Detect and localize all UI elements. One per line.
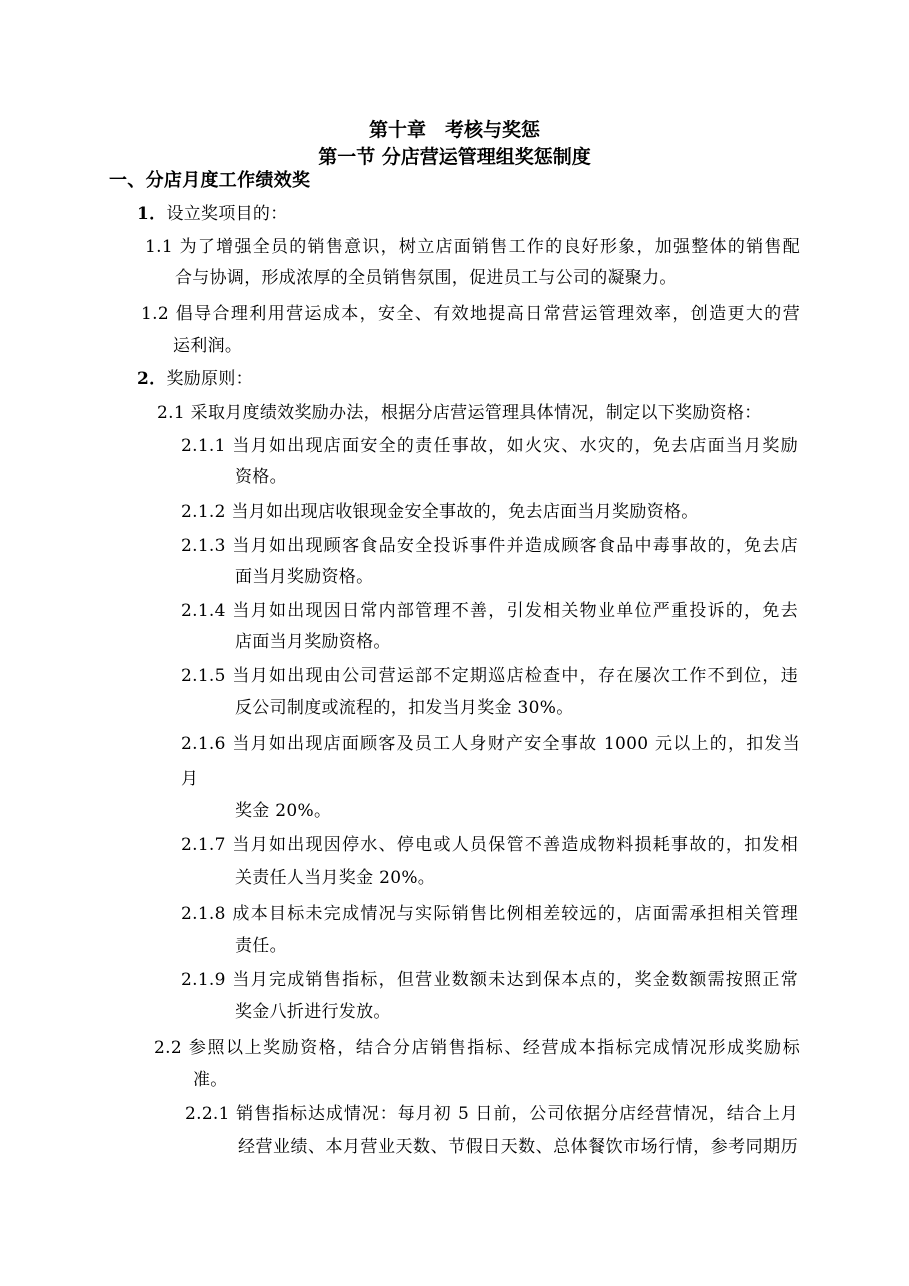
item-2-1-8-line-1: 2.1.8 成本目标未完成情况与实际销售比例相差较远的，店面需承担相关管理 (181, 904, 798, 924)
item-2-1-4-line-1: 2.1.4 当月如出现因日常内部管理不善，引发相关物业单位严重投诉的，免去 (181, 601, 798, 621)
item-1 (137, 203, 288, 225)
item-2-1-7-line-2: 关责任人当月奖金 20%。 (235, 868, 436, 888)
item-2-1-1-line-1: 2.1.1 当月如出现店面安全的责任事故，如火灾、水灾的，免去店面当月奖励 (181, 436, 798, 456)
item-2-1-8-line-2: 责任。 (235, 936, 287, 956)
item-2-1-3-line-2: 面当月奖励资格。 (235, 567, 374, 587)
item-2-1-1-line-2: 资格。 (235, 467, 287, 487)
item-2-2-line-1: 2.2 参照以上奖励资格，结合分店销售指标、经营成本指标完成情况形成奖励标 (154, 1038, 800, 1058)
item-2-2-1-line-2: 经营业绩、本月营业天数、节假日天数、总体餐饮市场行情，参考同期历 (238, 1137, 798, 1157)
item-2-1-6-line-3: 奖金 20%。 (235, 801, 332, 821)
item-2-1-5-line-1: 2.1.5 当月如出现由公司营运部不定期巡店检查中，存在屡次工作不到位，违 (181, 666, 798, 686)
item-1-text: 设立奖项目的： (166, 204, 288, 224)
item-2-2-1-line-1: 2.2.1 销售指标达成情况：每月初 5 日前，公司依据分店经营情况，结合上月 (185, 1104, 798, 1124)
chapter-title: 第十章 考核与奖惩 (368, 119, 540, 141)
item-2-1-9-line-2: 奖金八折进行发放。 (235, 1002, 391, 1022)
item-2-text: 奖励原则： (166, 369, 253, 389)
item-2-number: 2． (137, 369, 167, 389)
item-1-1-line-1: 1.1 为了增强全员的销售意识，树立店面销售工作的良好形象，加强整体的销售配 (145, 237, 800, 257)
item-2-1-3-line-1: 2.1.3 当月如出现顾客食品安全投诉事件并造成顾客食品中毒事故的，免去店 (181, 536, 798, 556)
item-2-1-6-line-2: 月 (181, 769, 199, 789)
item-2-1-line-1: 2.1 采取月度绩效奖励办法，根据分店营运管理具体情况，制定以下奖励资格： (157, 403, 762, 423)
item-2-1-5-line-2: 反公司制度或流程的，扣发当月奖金 30%。 (235, 698, 574, 718)
item-2 (137, 368, 253, 390)
section-title: 第一节 分店营运管理组奖惩制度 (318, 146, 591, 168)
item-2-1-4-line-2: 店面当月奖励资格。 (235, 632, 391, 652)
item-1-2-line-2: 运利润。 (173, 336, 243, 356)
heading-monthly-bonus: 一、分店月度工作绩效奖 (109, 170, 311, 191)
item-2-1-2-line-1: 2.1.2 当月如出现店收银现金安全事故的，免去店面当月奖励资格。 (181, 502, 699, 522)
item-2-1-6-line-1: 2.1.6 当月如出现店面顾客及员工人身财产安全事故 1000 元以上的，扣发当 (181, 734, 800, 754)
item-1-1-line-2: 合与协调，形成浓厚的全员销售氛围，促进员工与公司的凝聚力。 (175, 268, 677, 288)
item-2-1-9-line-1: 2.1.9 当月完成销售指标，但营业数额未达到保本点的，奖金数额需按照正常 (181, 970, 798, 990)
item-2-2-line-2: 准。 (193, 1070, 228, 1090)
item-1-number: 1． (137, 204, 167, 224)
item-1-2-line-1: 1.2 倡导合理利用营运成本，安全、有效地提高日常营运管理效率，创造更大的营 (141, 304, 800, 324)
item-2-1-7-line-1: 2.1.7 当月如出现因停水、停电或人员保管不善造成物料损耗事故的，扣发相 (181, 835, 798, 855)
